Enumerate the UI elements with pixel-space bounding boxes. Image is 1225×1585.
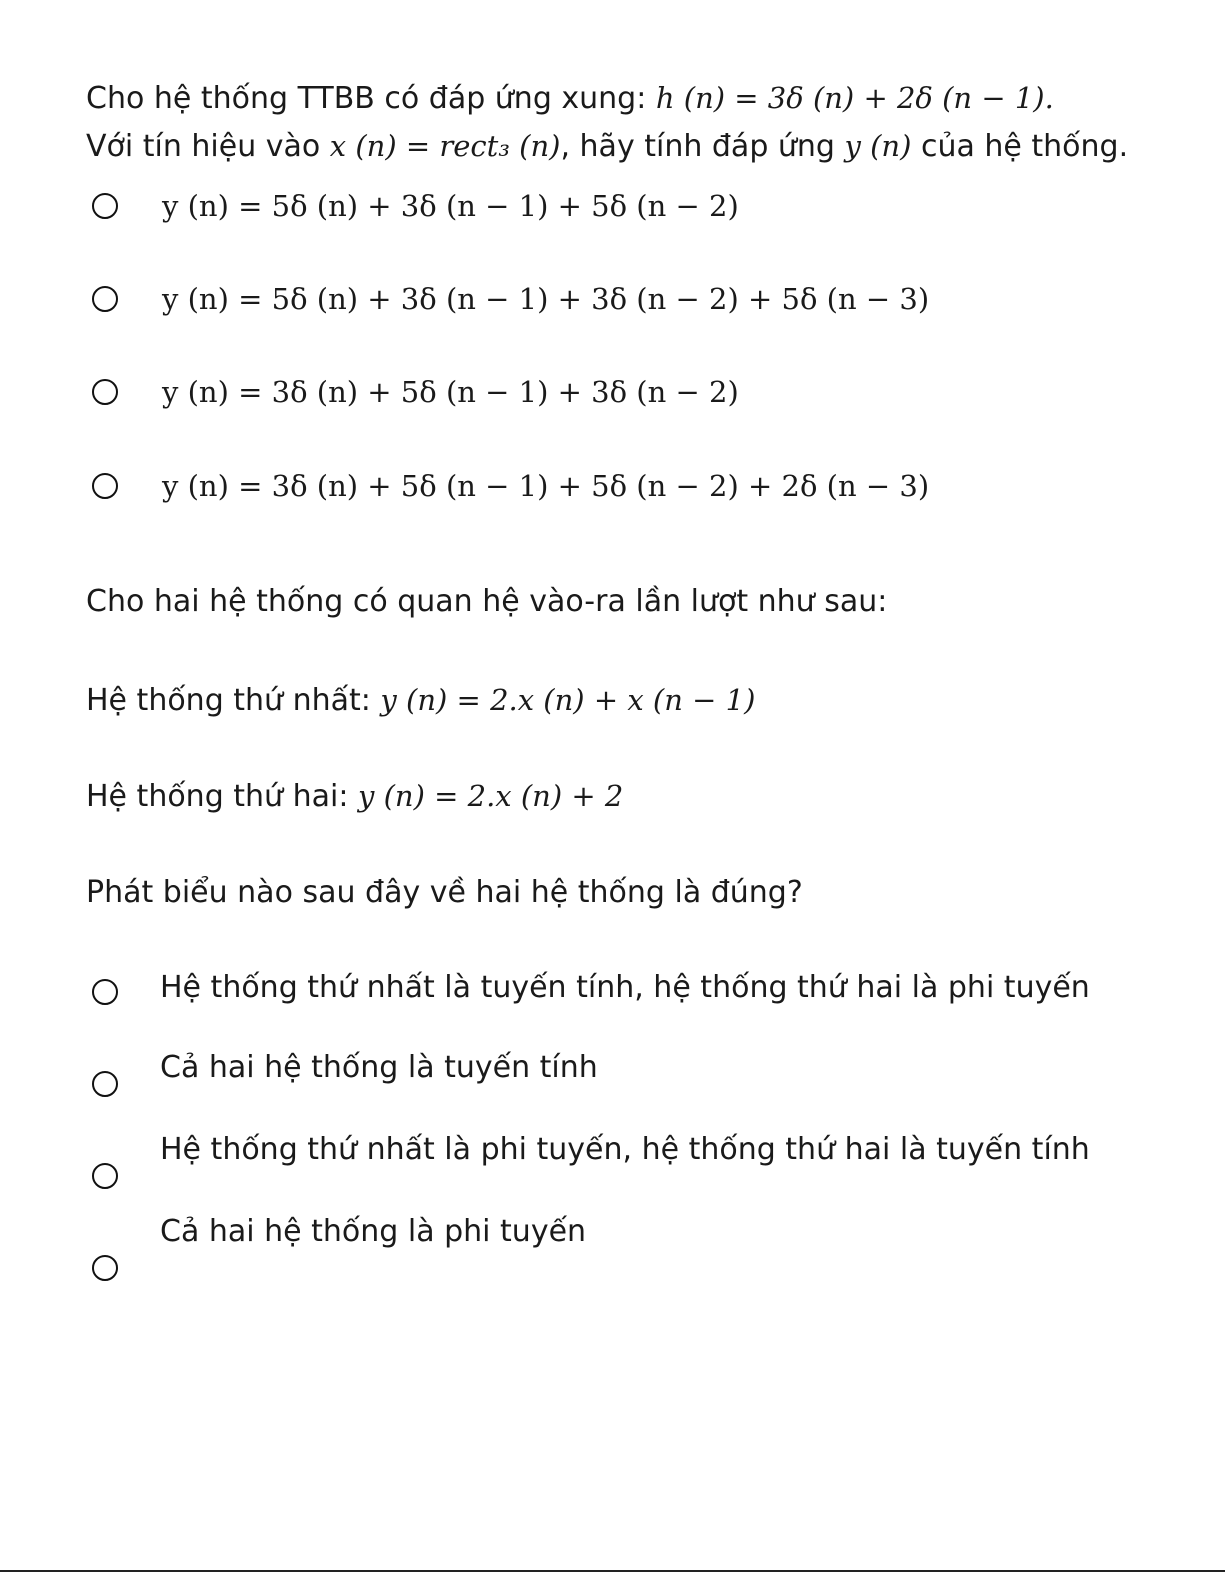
q2-system2 bbox=[86, 776, 623, 817]
radio-circle-icon[interactable] bbox=[92, 193, 118, 219]
radio-circle-icon[interactable] bbox=[92, 979, 118, 1005]
q1-option-1[interactable] bbox=[92, 186, 739, 226]
q2-option-4[interactable] bbox=[92, 1212, 1192, 1272]
radio-circle-icon[interactable] bbox=[92, 1255, 118, 1281]
q1-stem-text-c: của hệ thống. bbox=[911, 129, 1129, 164]
q1-stem-line1 bbox=[86, 78, 1054, 119]
q2-option-2[interactable] bbox=[92, 1048, 1192, 1108]
q2-system2-equation: y (n) = 2.x (n) + 2 bbox=[357, 779, 624, 813]
q2-system1-label: Hệ thống thứ nhất: bbox=[86, 683, 381, 718]
q2-option-4-label: Cả hai hệ thống là phi tuyến bbox=[160, 1214, 587, 1249]
q1-impulse-response: h (n) = 3δ (n) + 2δ (n − 1). bbox=[655, 81, 1054, 115]
radio-circle-icon[interactable] bbox=[92, 473, 118, 499]
q1-option-1-label: y (n) = 5δ (n) + 3δ (n − 1) + 5δ (n − 2) bbox=[162, 189, 739, 223]
q1-option-4[interactable] bbox=[92, 466, 929, 506]
radio-circle-icon[interactable] bbox=[92, 1071, 118, 1097]
q2-option-1-label: Hệ thống thứ nhất là tuyến tính, hệ thống thứ hai là phi tuyến bbox=[160, 970, 1090, 1005]
q1-option-4-label: y (n) = 3δ (n) + 5δ (n − 1) + 5δ (n − 2) + 2δ (n − 3) bbox=[162, 469, 930, 503]
q2-option-2-label: Cả hai hệ thống là tuyến tính bbox=[160, 1050, 598, 1085]
radio-circle-icon[interactable] bbox=[92, 379, 118, 405]
q2-option-3-label: Hệ thống thứ nhất là phi tuyến, hệ thống thứ hai là tuyến tính bbox=[160, 1132, 1090, 1167]
q1-stem-line2 bbox=[86, 126, 1128, 167]
q1-stem-text: Cho hệ thống TTBB có đáp ứng xung: bbox=[86, 81, 656, 116]
q1-input-signal: x (n) = rect₃ (n) bbox=[329, 129, 561, 163]
q1-option-2[interactable] bbox=[92, 279, 929, 319]
bottom-divider bbox=[0, 1570, 1225, 1572]
q1-option-3[interactable] bbox=[92, 372, 739, 412]
q2-system1-equation: y (n) = 2.x (n) + x (n − 1) bbox=[380, 683, 756, 717]
radio-circle-icon[interactable] bbox=[92, 286, 118, 312]
q2-system2-label: Hệ thống thứ hai: bbox=[86, 779, 358, 814]
q2-option-1[interactable] bbox=[92, 966, 1192, 1026]
q1-option-3-label: y (n) = 3δ (n) + 5δ (n − 1) + 3δ (n − 2) bbox=[162, 375, 739, 409]
q2-system1 bbox=[86, 680, 755, 721]
q2-intro: Cho hai hệ thống có quan hệ vào-ra lần lượt như sau: bbox=[86, 584, 888, 619]
q1-stem-text-b: , hãy tính đáp ứng bbox=[560, 129, 845, 164]
q2-prompt: Phát biểu nào sau đây về hai hệ thống là đúng? bbox=[86, 875, 803, 910]
radio-circle-icon[interactable] bbox=[92, 1163, 118, 1189]
q2-option-3[interactable] bbox=[92, 1130, 1192, 1190]
q1-option-2-label: y (n) = 5δ (n) + 3δ (n − 1) + 3δ (n − 2) + 5δ (n − 3) bbox=[162, 282, 930, 316]
q1-output-symbol: y (n) bbox=[844, 129, 912, 163]
q1-stem-text-a: Với tín hiệu vào bbox=[86, 129, 330, 164]
